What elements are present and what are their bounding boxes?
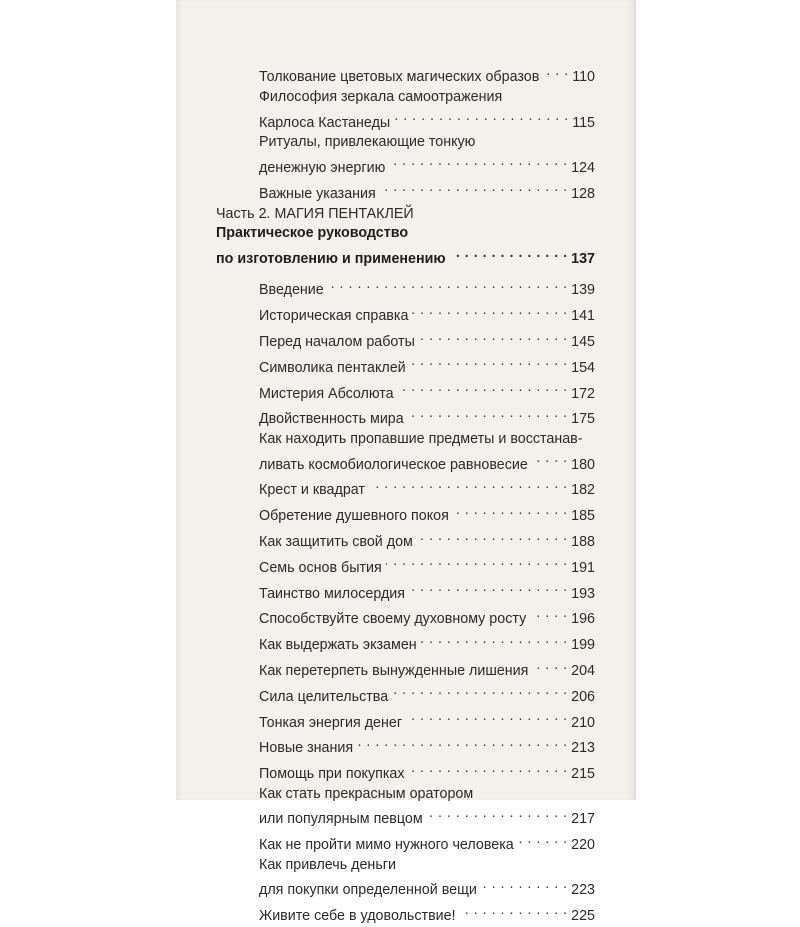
toc-entry-title: Таинство милосердия	[259, 585, 406, 602]
toc-entry	[259, 352, 595, 378]
leader-dots	[409, 578, 567, 597]
toc-entry-line	[259, 630, 595, 656]
toc-entry-title: Двойственность мира	[259, 411, 404, 428]
toc-entry	[259, 630, 595, 656]
toc-page-number: 191	[571, 559, 595, 576]
toc-entry-line	[259, 804, 595, 830]
leader-dots	[408, 404, 567, 423]
toc-entry-line	[259, 604, 595, 630]
toc-entry-title: Обретение душевного покоя	[259, 508, 449, 525]
toc-top-section	[259, 62, 595, 204]
toc-entry	[259, 88, 595, 133]
toc-entry-title: Карлоса Кастанеды	[259, 114, 391, 131]
toc-entry	[259, 327, 595, 353]
toc-entry-title: Тонкая энергия денег	[259, 714, 403, 731]
leader-dots	[386, 552, 567, 571]
leader-dots	[380, 178, 567, 197]
leader-dots	[398, 378, 568, 397]
toc-entry-title: Семь основ бытия	[259, 559, 382, 576]
part2-subtitle-text: по изготовлению и применению	[216, 251, 446, 268]
toc-page-number: 141	[571, 308, 595, 325]
toc-page-number: 210	[571, 714, 595, 731]
toc-entry	[259, 656, 595, 682]
toc-entry-title: Как перетерпеть вынужденные лишения	[259, 662, 529, 679]
toc-page-number: 145	[571, 333, 595, 350]
leader-dots	[530, 604, 567, 623]
leader-dots	[389, 152, 567, 171]
leader-dots	[369, 475, 567, 494]
toc-entry-title: денежную энергию	[259, 159, 386, 176]
toc-entry	[259, 604, 595, 630]
toc-entry	[259, 404, 595, 430]
toc-entry-line	[259, 527, 595, 553]
toc-entry-title: Живите себе в удовольствие!	[259, 908, 456, 925]
toc-entry-line	[259, 759, 595, 785]
toc-page-number: 213	[571, 740, 595, 757]
toc-entry	[259, 552, 595, 578]
leader-dots	[518, 830, 567, 849]
toc-entry-line	[259, 62, 595, 88]
toc-entry	[259, 527, 595, 553]
toc-entry-line	[259, 578, 595, 604]
toc-entry-line	[259, 501, 595, 527]
toc-entry-title-line: Философия зеркала самоотражения	[259, 88, 503, 105]
leader-dots	[532, 449, 567, 468]
toc-page-number: 217	[571, 811, 595, 828]
toc-entry-title: Как выдержать экзамен	[259, 637, 417, 654]
toc-entry-title-line: Ритуалы, привлекающие тонкую	[259, 134, 476, 150]
toc-entry	[259, 707, 595, 733]
toc-entry-line	[259, 901, 595, 927]
toc-page-number: 128	[571, 185, 595, 202]
toc-entry	[259, 133, 595, 178]
toc-entry-line	[259, 830, 595, 856]
toc-page-number: 199	[571, 637, 595, 654]
toc-page-number: 196	[571, 611, 595, 628]
toc-entry-title: Помощь при покупках	[259, 766, 405, 783]
toc-entry-title: Введение	[259, 282, 324, 299]
leader-dots	[394, 107, 568, 126]
toc-page-number: 175	[571, 411, 595, 428]
toc-entry-line	[259, 301, 595, 327]
part2-heading: Часть 2. МАГИЯ ПЕНТАКЛЕЙ	[216, 206, 414, 222]
part2-subtitle-line2	[216, 244, 595, 270]
toc-entry-line	[259, 552, 595, 578]
toc-page-number: 204	[571, 662, 595, 679]
toc-entry-title-line: Как находить пропавшие предметы и восстанав-	[259, 430, 583, 447]
toc-page-number: 124	[571, 159, 595, 176]
toc-entry	[259, 578, 595, 604]
toc-entry-title: Крест и квадрат	[259, 482, 365, 499]
toc-entry-line	[259, 352, 595, 378]
toc-entry-line	[259, 404, 595, 430]
leader-dots	[392, 681, 567, 700]
toc-entry-line	[259, 152, 595, 178]
leader-dots	[409, 759, 568, 778]
leader-dots	[532, 656, 567, 675]
toc-entry-line	[259, 681, 595, 707]
toc-entry	[259, 856, 595, 901]
toc-page-number: 154	[571, 359, 595, 376]
toc-page-number: 180	[571, 456, 595, 473]
toc-entry	[259, 785, 595, 830]
toc-page-number: 193	[571, 585, 595, 602]
part2-page-number: 137	[571, 251, 595, 268]
toc-entry-title: Важные указания	[259, 185, 376, 202]
toc-page-number: 110	[572, 69, 595, 86]
toc-page-number: 182	[571, 482, 595, 499]
toc-page-number: 115	[572, 114, 595, 131]
toc-entry	[259, 901, 595, 927]
toc-entry	[259, 733, 595, 759]
toc-page-number: 223	[571, 882, 595, 899]
toc-entry-line	[259, 178, 595, 204]
toc-entry-line	[259, 475, 595, 501]
leader-dots	[543, 62, 568, 81]
toc-part2-section	[259, 275, 595, 927]
leader-dots	[427, 804, 567, 823]
toc-entry-title: Как не пройти мимо нужного человека	[259, 837, 514, 854]
toc-entry-title: Способствуйте своему духовному росту	[259, 611, 527, 628]
toc-entry-title: для покупки определенной вещи	[259, 882, 477, 899]
toc-entry	[259, 430, 595, 475]
toc-entry-title: Сила целительства	[259, 688, 389, 705]
toc-entry	[259, 378, 595, 404]
toc-entry-title: Как защитить свой дом	[259, 533, 413, 550]
toc-page-number: 225	[571, 908, 595, 925]
leader-dots	[419, 327, 567, 346]
leader-dots	[453, 501, 567, 520]
toc-entry	[259, 301, 595, 327]
toc-page-number: 139	[571, 282, 595, 299]
toc-page-number: 188	[571, 533, 595, 550]
toc-entry	[259, 759, 595, 785]
toc-entry-line	[259, 378, 595, 404]
toc-entry-title: Перед началом работы	[259, 333, 415, 350]
toc-entry-line	[259, 707, 595, 733]
toc-entry-title: ливать космобиологическое равновесие	[259, 456, 528, 473]
toc-entry	[259, 275, 595, 301]
toc-page-number: 172	[571, 385, 595, 402]
part2-subtitle-line1: Практическое руководство	[216, 225, 409, 242]
toc-entry-line	[259, 275, 595, 301]
toc-entry	[259, 475, 595, 501]
toc-entry-title-line: Как привлечь деньги	[259, 856, 396, 873]
toc-entry-title-line: Как стать прекрасным оратором	[259, 785, 474, 802]
toc-page-number: 220	[571, 837, 595, 854]
leader-dots	[421, 630, 567, 649]
leader-dots	[328, 275, 567, 294]
toc-entry-title: Толкование цветовых магических образов	[259, 69, 540, 86]
leader-dots	[410, 352, 567, 371]
toc-entry-line	[259, 875, 595, 901]
toc-page-number: 185	[571, 508, 595, 525]
toc-entry-title: или популярным певцом	[259, 811, 423, 828]
toc-entry-title: Историческая справка	[259, 308, 409, 325]
toc-entry	[259, 62, 595, 88]
toc-page-number: 215	[571, 766, 595, 783]
toc-entry-line	[259, 656, 595, 682]
part2-header	[216, 205, 595, 270]
leader-dots	[412, 301, 567, 320]
leader-dots	[460, 901, 568, 920]
toc-entry	[259, 681, 595, 707]
toc-entry	[259, 501, 595, 527]
toc-entry	[259, 178, 595, 204]
leader-dots	[357, 733, 567, 752]
toc-entry-line	[259, 733, 595, 759]
toc-entry-line	[259, 107, 595, 133]
leader-dots	[481, 875, 567, 894]
toc-entry	[259, 830, 595, 856]
toc-entry-title: Мистерия Абсолюта	[259, 385, 394, 402]
toc-entry-line	[259, 449, 595, 475]
toc-entry-line	[259, 327, 595, 353]
toc-entry-title: Символика пентаклей	[259, 359, 406, 376]
toc-entry-title: Новые знания	[259, 740, 354, 757]
toc-page-number: 206	[571, 688, 595, 705]
leader-dots	[417, 527, 567, 546]
leader-dots	[406, 707, 567, 726]
leader-dots	[450, 244, 567, 263]
